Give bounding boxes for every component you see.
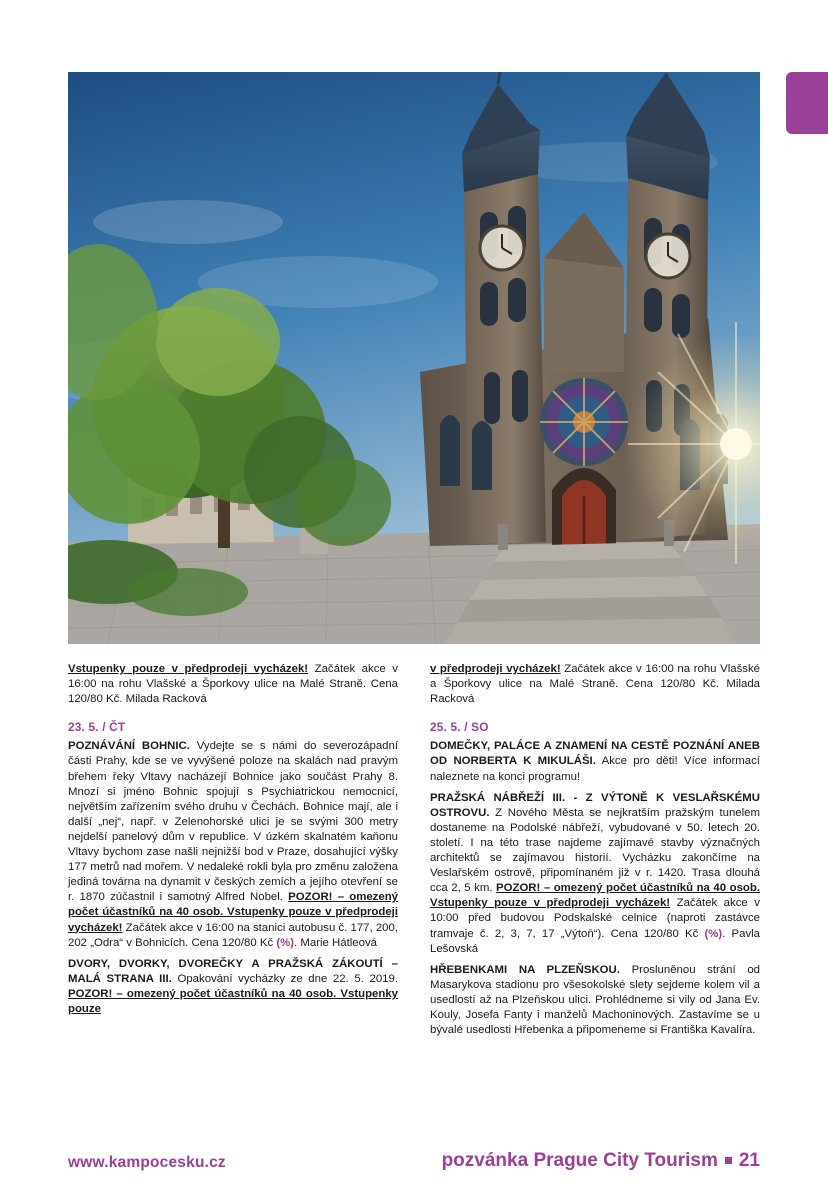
right-entry-2	[430, 791, 760, 957]
right-entry-2-text-3: . Pavla Lešovská	[430, 927, 761, 955]
left-entry-1-text-2: Začátek akce v 16:00 na stanici autobusu č. 177, 200, 202 „Odra“ v Bohnicích. Cena 120/80 Kč	[68, 921, 398, 949]
footer-title: pozvánka Prague City Tourism	[441, 1150, 718, 1171]
left-date-heading: 23. 5. / ČT	[68, 720, 126, 735]
right-continuation-paragraph	[430, 662, 760, 707]
left-intro-bold: Vstupenky pouze v předprodeji vycházek!	[68, 663, 309, 675]
left-entry-1-title: POZNÁVÁNÍ BOHNIC.	[68, 740, 190, 753]
footer-title-block	[442, 1150, 760, 1172]
left-column	[68, 662, 398, 1017]
left-entry-2-warning: POZOR! – omezený počet účastníků na 40 osob. Vstupenky pouze	[68, 987, 398, 1015]
left-entry-2-title: DVORY, DVORKY, DVOREČKY A PRAŽSKÁ ZÁKOUTÍ – MALÁ STRANA III.	[68, 957, 398, 985]
right-entry-1-title: DOMEČKY, PALÁCE A ZNAMENÍ NA CESTĚ POZNÁNÍ ANEB OD NORBERTA K MIKULÁŠI.	[430, 740, 760, 768]
right-entry-1-text: Akce pro děti! Více informací naleznete na konci programu!	[430, 755, 760, 783]
right-continuation-rest: Začátek akce v 16:00 na rohu Vlašské a Šporkovy ulice na Malé Straně. Cena 120/80 Kč. Milada Racková	[430, 663, 760, 706]
page-footer	[0, 1146, 828, 1200]
left-intro-paragraph	[68, 662, 398, 707]
right-continuation-bold: v předprodeji vycházek!	[430, 663, 561, 675]
left-entry-1-text-3: . Marie Hátleová	[294, 936, 377, 949]
page-corner-tab	[786, 72, 828, 134]
right-entry-2-text-2: Začátek akce v 10:00 před budovou Podskalské celnice (naproti zastávce tramvaje č. 2, 3, 7, 17 „Výtoň“). Cena 120/80 Kč	[430, 897, 760, 940]
right-entry-1	[430, 739, 760, 784]
left-entry-1-warning: POZOR! – omezený počet účastníků na 40 osob. Vstupenky pouze v předprodeji vycházek!	[68, 891, 398, 934]
hero-photo	[68, 72, 760, 644]
footer-square-icon	[725, 1157, 732, 1164]
page-number: 21	[738, 1150, 760, 1171]
right-entry-3	[430, 963, 760, 1038]
right-entry-3-text: Prosluněnou strání od Masarykova stadionu pro všesokolské slety sejdeme kolem vil a usedlostí až na Plzeňskou ulici. Prohlédneme si vily od Jana Ev. Kouly, Josefa Fanty i manželů Machoninových. Zastavíme se u bývalé usedlosti Hřebenka a připomeneme si Františka Kavalíra.	[430, 963, 760, 1037]
right-entry-2-text-1: Z Nového Města se nejkratším pražským tunelem dostaneme na Podolské nábřeží, vybudované v 50. letech 20. století. I na této trase najdeme zajímavé stavby význačných architektů se zajímavou historií. Vycházku zakončíme na Veslařském ostrově, připomínaném již v r. 1420. Trasa dlouhá cca 2, 5 km.	[430, 806, 760, 895]
footer-website-link[interactable]: www.kampocesku.cz	[68, 1154, 226, 1171]
church-photo-illustration	[68, 72, 760, 644]
left-entry-2	[68, 957, 398, 1017]
left-intro-rest: Začátek akce v 16:00 na rohu Vlašské a Šporkovy ulice na Malé Straně. Cena 120/80 Kč. Milada Racková	[68, 663, 398, 706]
left-entry-1-percent: (%)	[276, 936, 295, 949]
left-entry-2-text-1: Opakování vycházky ze dne 22. 5. 2019.	[171, 972, 398, 985]
right-entry-2-title: PRAŽSKÁ NÁBŘEŽÍ III. - Z VÝTONĚ K VESLAŘSKÉMU OSTROVU.	[430, 791, 760, 819]
right-column	[430, 662, 760, 1038]
article-columns	[68, 662, 760, 1122]
right-entry-3-title: HŘEBENKAMI NA PLZEŇSKOU.	[430, 963, 620, 976]
right-entry-2-warning: POZOR! – omezený počet účastníků na 40 osob. Vstupenky pouze v předprodeji vycházek!	[430, 882, 760, 910]
left-entry-1-text-1: Vydejte se s námi do severozápadní části Prahy, kde se ve vyvýšené poloze na skalách nad pravým břehem řeky Vltavy nacházejí Bohnice jako součást Prahy 8. Mnozí si jméno Bohnic spojují s Psychiatrickou nemocnicí, největším zařízením svého druhu v Čechách. Bohnice mají, ale i další „nej“, např. v Zelenohorské ulici je se svými 300 metry nejdelší panelový dům v republice. V úzkém skalnatém kaňonu Vltavy bychom zase našli nejnižší bod v Praze, dosahující výšky 177 metrů nad mořem. V nedaleké rokli byla pro změnu založena jediná továrna na dynamit v českých zemích a jejího otevření se r. 1870 zúčastnil i samotný Alfred Nobel.	[68, 740, 398, 904]
left-entry-1	[68, 739, 398, 950]
right-date-heading: 25. 5. / SO	[430, 720, 489, 735]
right-entry-2-percent: (%)	[704, 927, 723, 940]
